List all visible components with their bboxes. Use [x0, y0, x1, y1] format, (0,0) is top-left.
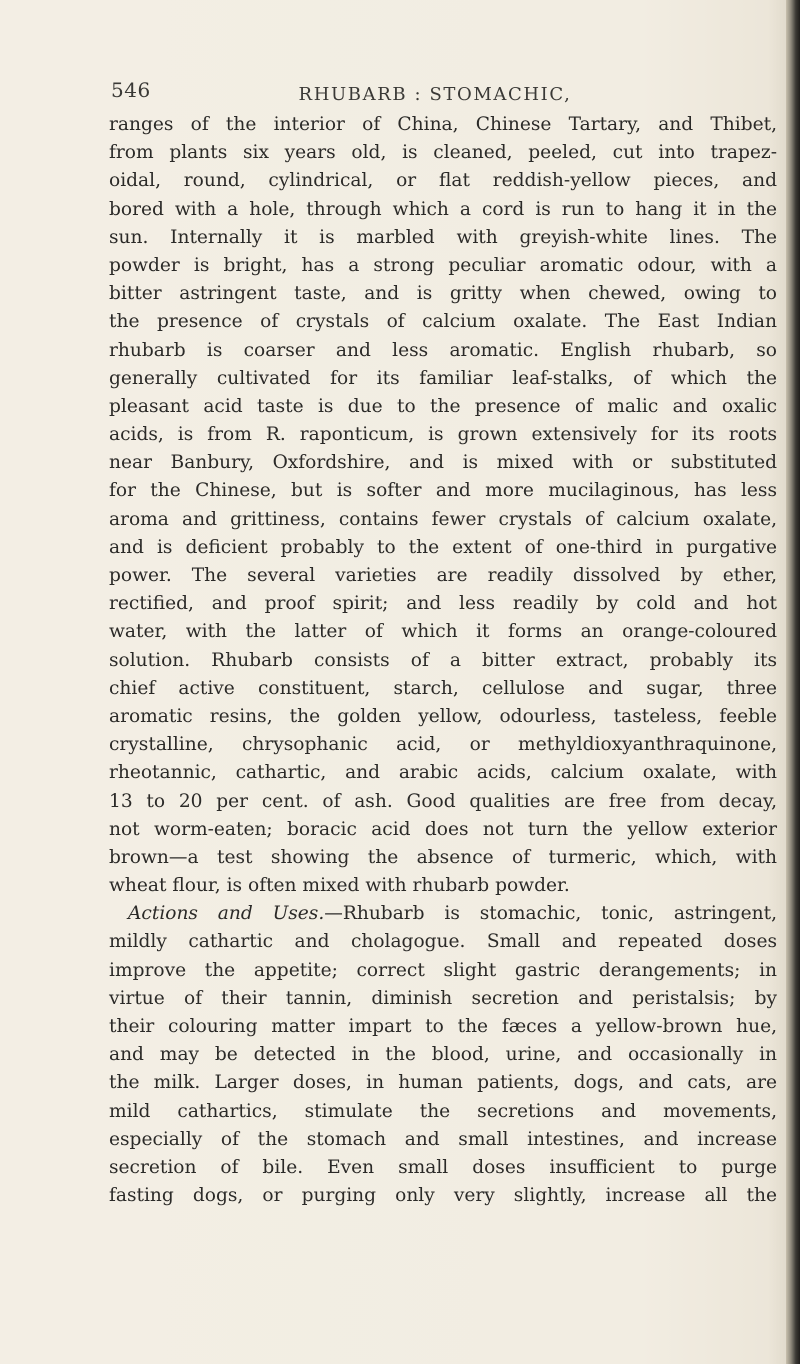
text-line: bitter astringent taste, and is gritty when chewed, owing to [109, 283, 777, 305]
paragraph-actions-and-uses [109, 900, 777, 1210]
text-line: powder is bright, has a strong peculiar aromatic odour, with a [109, 254, 777, 276]
text-line: virtue of their tannin, diminish secretion and peristalsis; by [109, 987, 777, 1009]
text-line: brown—a test showing the absence of turmeric, which, with [109, 846, 777, 868]
text-line: aromatic resins, the golden yellow, odourless, tasteless, feeble [109, 705, 777, 727]
text-line: rhubarb is coarser and less aromatic. English rhubarb, so [109, 339, 777, 361]
text-line: mildly cathartic and cholagogue. Small and repeated doses [109, 931, 777, 953]
text-line: bored with a hole, through which a cord is run to hang it in the [109, 198, 777, 220]
text-line: crystalline, chrysophanic acid, or methyldioxyanthraquinone, [109, 734, 777, 756]
text-line: solution. Rhubarb consists of a bitter extract, probably its [109, 649, 777, 671]
text-line: their colouring matter impart to the fæces a yellow-brown hue, [109, 1016, 777, 1037]
running-head: RHUBARB : STOMACHIC, [298, 84, 572, 105]
text-line: 13 to 20 per cent. of ash. Good qualities are free from decay, [109, 790, 777, 812]
page-binding-edge [786, 0, 800, 1364]
paragraph-description [109, 111, 777, 900]
text-line: rectified, and proof spirit; and less readily by cold and hot [109, 593, 777, 615]
heading-continuation: —Rhubarb is stomachic, tonic, astringent, [324, 903, 777, 925]
section-heading: Actions and Uses. [128, 903, 325, 925]
page-number: 546 [111, 78, 151, 102]
body-text [109, 111, 777, 1210]
text-line: generally cultivated for its familiar leaf-stalks, of which the [109, 367, 777, 389]
text-line: improve the appetite; correct slight gastric derangements; in [109, 959, 777, 981]
text-line: fasting dogs, or purging only very slightly, increase all the [109, 1185, 777, 1207]
text-line: the milk. Larger doses, in human patients, dogs, and cats, are [109, 1072, 777, 1094]
text-line: ranges of the interior of China, Chinese Tartary, and Thibet, [109, 114, 777, 135]
text-line: secretion of bile. Even small doses insufficient to purge [109, 1156, 777, 1178]
text-line: especially of the stomach and small intestines, and increase [109, 1128, 777, 1150]
text-line: chief active constituent, starch, cellulose and sugar, three [109, 677, 777, 699]
text-line: rheotannic, cathartic, and arabic acids, calcium oxalate, with [109, 762, 777, 784]
text-line: from plants six years old, is cleaned, peeled, cut into trapez- [109, 142, 777, 164]
text-line: power. The several varieties are readily dissolved by ether, [109, 565, 777, 586]
text-line: water, with the latter of which it forms an orange-coloured [109, 621, 777, 643]
text-line: aroma and grittiness, contains fewer crystals of calcium oxalate, [109, 508, 777, 530]
text-line: and is deficient probably to the extent of one-third in purgative [109, 536, 777, 558]
text-line: the presence of crystals of calcium oxalate. The East Indian [109, 311, 777, 333]
text-line: near Banbury, Oxfordshire, and is mixed with or substituted [109, 452, 777, 474]
text-line: pleasant acid taste is due to the presence of malic and oxalic [109, 395, 777, 417]
text-line: and may be detected in the blood, urine, and occasionally in [109, 1044, 777, 1066]
text-line: for the Chinese, but is softer and more mucilaginous, has less [109, 480, 777, 502]
text-line: wheat flour, is often mixed with rhubarb powder. [109, 875, 570, 897]
text-line: sun. Internally it is marbled with greyish-white lines. The [109, 226, 777, 248]
text-line: oidal, round, cylindrical, or flat reddish-yellow pieces, and [109, 170, 777, 192]
text-line [109, 900, 777, 928]
text-line: not worm-eaten; boracic acid does not turn the yellow exterior [109, 818, 777, 840]
text-line: mild cathartics, stimulate the secretions and movements, [109, 1100, 777, 1122]
text-line: acids, is from R. raponticum, is grown extensively for its roots [109, 424, 777, 446]
